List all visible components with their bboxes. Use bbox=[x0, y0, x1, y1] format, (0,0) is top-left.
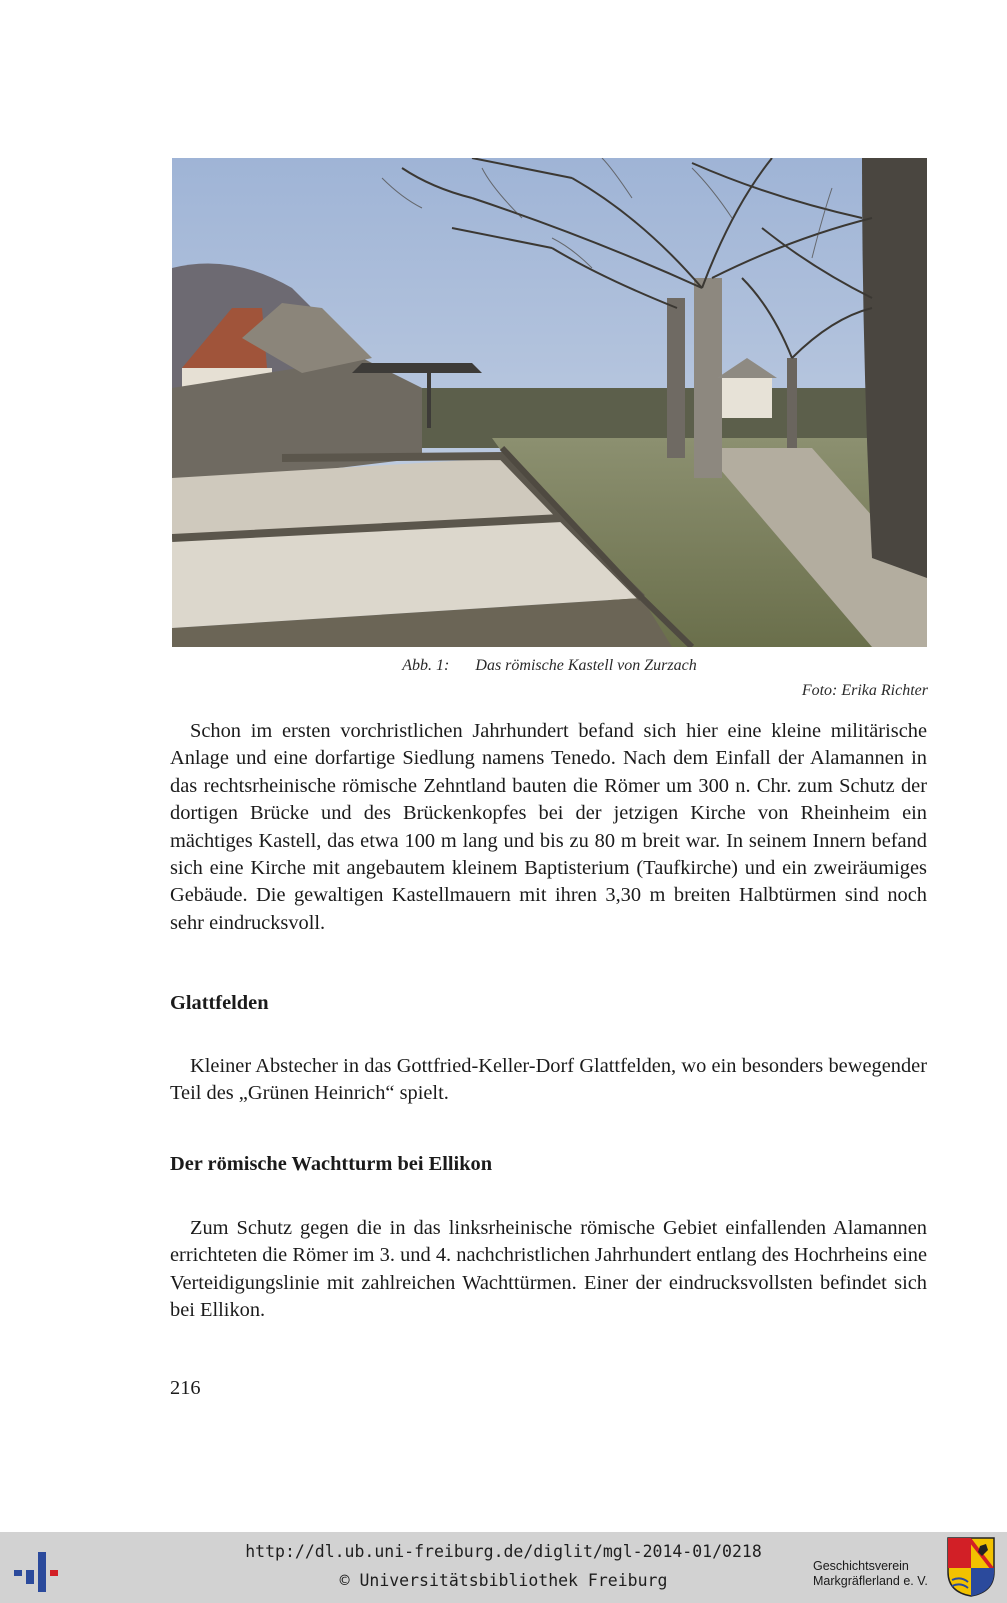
figure-caption bbox=[172, 657, 927, 675]
photo-credit: Foto: Erika Richter bbox=[801, 682, 928, 699]
footer-copyright: © Universitätsbibliothek Freiburg bbox=[339, 1571, 668, 1590]
page-number: 216 bbox=[170, 1377, 201, 1399]
society-line2: Markgräflerland e. V. bbox=[813, 1574, 928, 1588]
roman-fort-photo bbox=[172, 158, 927, 647]
coat-of-arms-icon bbox=[946, 1536, 996, 1598]
figure-photo bbox=[172, 158, 927, 647]
society-name bbox=[813, 1559, 928, 1589]
paragraph-glattfelden: Kleiner Abstecher in das Gottfried-Keller-Dorf Glattfelden, wo ein besonders bewegender Teil des „Grünen Heinrich“ spielt. bbox=[170, 1055, 927, 1105]
paragraph-zurzach: Schon im ersten vorchristlichen Jahrhundert befand sich hier eine kleine militärische Anlage und eine dorfartige Siedlung namens Tenedo. Nach dem Einfall der Alamannen in das rechtsrheinische römische Zehntland bauten die Römer um 300 n. Chr. zum Schutz der dortigen Brücke und des Brückenkopfes bei der jetzigen Kirche von Rheinheim ein mächtiges Kastell, das etwa 100 m lang und bis zu 80 m breit war. In seinem Innern befand sich eine Kirche mit angebautem kleinem Baptisterium (Taufkirche) und ein zweiräumiges Gebäude. Die gewaltigen Kastellmauern mit ihren 3,30 m breiten Halbtürmen sind noch sehr eindrucksvoll. bbox=[170, 720, 927, 934]
footer-bar bbox=[0, 1532, 1007, 1603]
caption-label: Abb. 1: bbox=[402, 657, 450, 674]
society-line1: Geschichtsverein bbox=[813, 1559, 909, 1573]
heading-ellikon: Der römische Wachtturm bei Ellikon bbox=[170, 1153, 493, 1175]
heading-glattfelden: Glattfelden bbox=[170, 992, 269, 1014]
caption-text: Das römische Kastell von Zurzach bbox=[475, 657, 697, 674]
footer-url-link[interactable]: http://dl.ub.uni-freiburg.de/diglit/mgl-2014-01/0218 bbox=[245, 1542, 762, 1561]
paragraph-ellikon: Zum Schutz gegen die in das linksrheinische römische Gebiet einfallenden Alamannen errichteten die Römer im 3. und 4. nachchristlichen Jahrhundert entlang des Hochrheins eine Verteidigungslinie mit zahlreichen Wachttürmen. Einer der eindrucksvollsten befindet sich bei Ellikon. bbox=[170, 1217, 927, 1322]
